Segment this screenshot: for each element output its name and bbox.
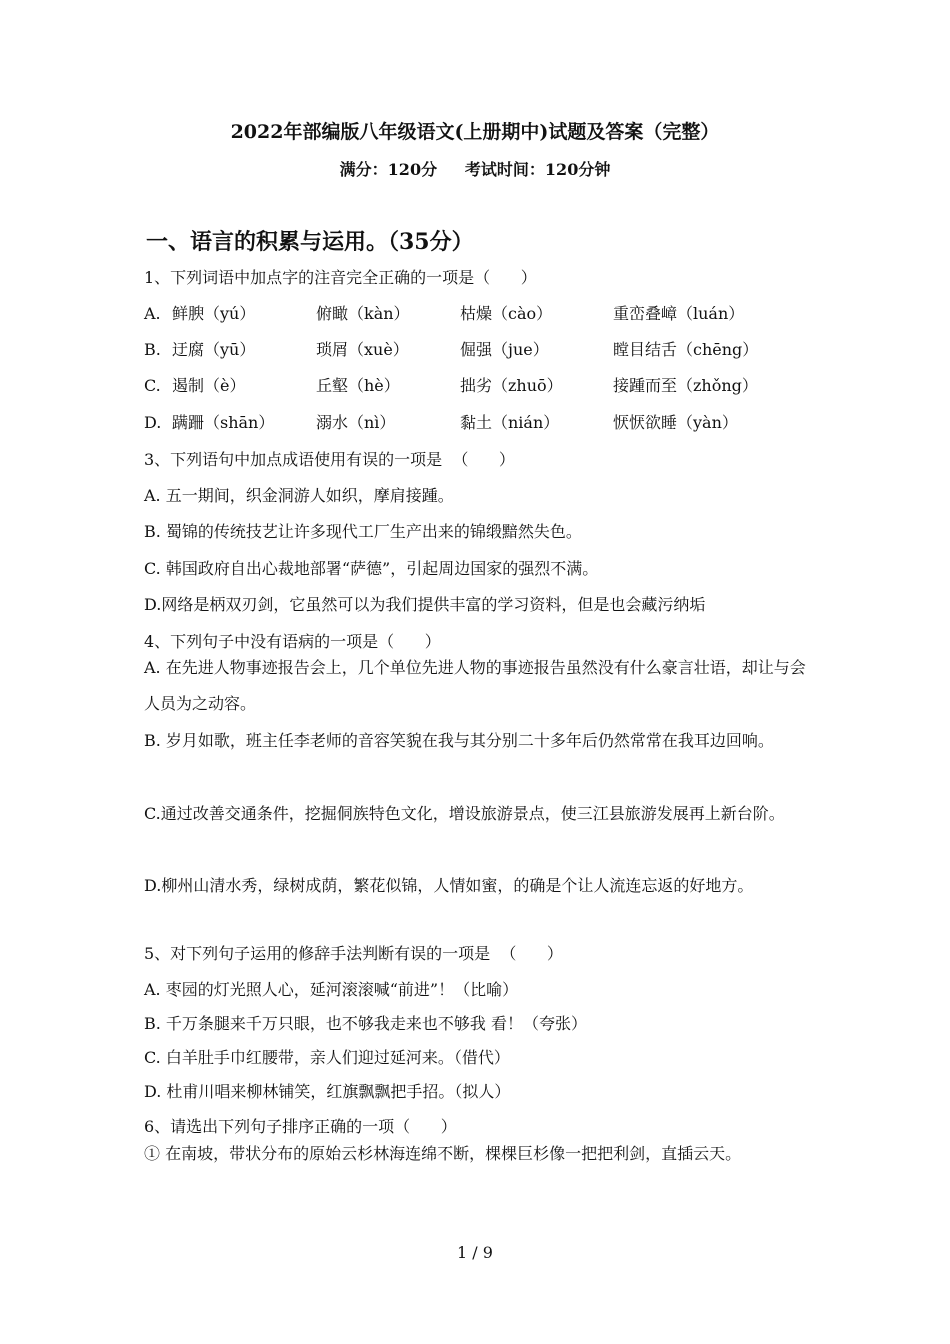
option-item: 拙劣（zhuō）: [460, 376, 563, 395]
question-4-stem: 4、下列句子中没有语病的一项是（ ）: [144, 632, 441, 651]
question-5-option-a: A. 枣园的灯光照人心，延河滚滚喊“前进”！（比喻）: [144, 980, 519, 999]
option-item: 接踵而至（zhǒng）: [613, 376, 758, 395]
option-item: 重峦叠嶂（luán）: [613, 304, 745, 323]
section-heading: 一、语言的积累与运用。（35分）: [146, 229, 474, 255]
question-5-option-d: D. 杜甫川唱来柳林铺笑，红旗飘飘把手招。（拟人）: [144, 1082, 511, 1101]
option-label: B.: [144, 340, 161, 359]
option-label: C.: [144, 376, 161, 395]
option-label: D.: [144, 413, 162, 432]
question-5-option-b: B. 千万条腿来千万只眼，也不够我走来也不够我 看！（夸张）: [144, 1014, 588, 1033]
question-5-stem: 5、对下列句子运用的修辞手法判断有误的一项是 （ ）: [144, 944, 563, 963]
question-3-stem: 3、下列语句中加点成语使用有误的一项是 （ ）: [144, 450, 515, 469]
option-item: 倔强（jue）: [460, 340, 549, 359]
question-3-option-d: D.网络是柄双刃剑，它虽然可以为我们提供丰富的学习资料，但是也会藏污纳垢: [144, 595, 706, 614]
question-4-option-d: D.柳州山清水秀，绿树成荫，繁花似锦，人情如蜜，的确是个让人流连忘返的好地方。: [144, 876, 754, 895]
page-number: 1 / 9: [457, 1243, 493, 1262]
question-1-stem: 1、下列词语中加点字的注音完全正确的一项是（ ）: [144, 268, 537, 287]
option-item: 溺水（nì）: [316, 413, 396, 432]
question-4-option-b: B. 岁月如歌，班主任李老师的音容笑貌在我与其分别二十多年后仍然常常在我耳边回响。: [144, 731, 774, 750]
option-item: 鲜腴（yú）: [172, 304, 256, 323]
question-6-stem: 6、请选出下列句子排序正确的一项（ ）: [144, 1117, 457, 1136]
option-item: 枯燥（cào）: [460, 304, 553, 323]
option-item: 瞠目结舌（chēng）: [613, 340, 759, 359]
question-4-option-c: C.通过改善交通条件，挖掘侗族特色文化，增设旅游景点，使三江县旅游发展再上新台阶。: [144, 804, 785, 823]
option-item: 迂腐（yū）: [172, 340, 256, 359]
exam-subtitle: 满分：120分 考试时间：120分钟: [339, 160, 611, 179]
option-label: A.: [144, 304, 161, 323]
question-3-option-c: C. 韩国政府自出心裁地部署“萨德”，引起周边国家的强烈不满。: [144, 559, 599, 578]
option-item: 恹恹欲睡（yàn）: [613, 413, 738, 432]
question-4-option-a: A. 在先进人物事迹报告会上，几个单位先进人物的事迹报告虽然没有什么豪言壮语，却让与会人员为之动容。: [144, 658, 806, 713]
option-item: 蹒跚（shān）: [172, 413, 275, 432]
question-3-option-b: B. 蜀锦的传统技艺让许多现代工厂生产出来的锦缎黯然失色。: [144, 522, 582, 541]
question-5-option-c: C. 白羊肚手巾红腰带，亲人们迎过延河来。（借代）: [144, 1048, 510, 1067]
question-6-sentence-1: ① 在南坡，带状分布的原始云杉林海连绵不断，棵棵巨杉像一把把利剑，直插云天。: [144, 1144, 742, 1163]
exam-title: 2022年部编版八年级语文(上册期中)试题及答案（完整）: [230, 121, 720, 143]
option-item: 黏土（nián）: [460, 413, 560, 432]
option-item: 俯瞰（kàn）: [316, 304, 410, 323]
option-item: 丘壑（hè）: [316, 376, 400, 395]
option-item: 遏制（è）: [172, 376, 246, 395]
question-3-option-a: A. 五一期间，织金洞游人如织，摩肩接踵。: [144, 486, 454, 505]
option-item: 琐屑（xuè）: [316, 340, 409, 359]
